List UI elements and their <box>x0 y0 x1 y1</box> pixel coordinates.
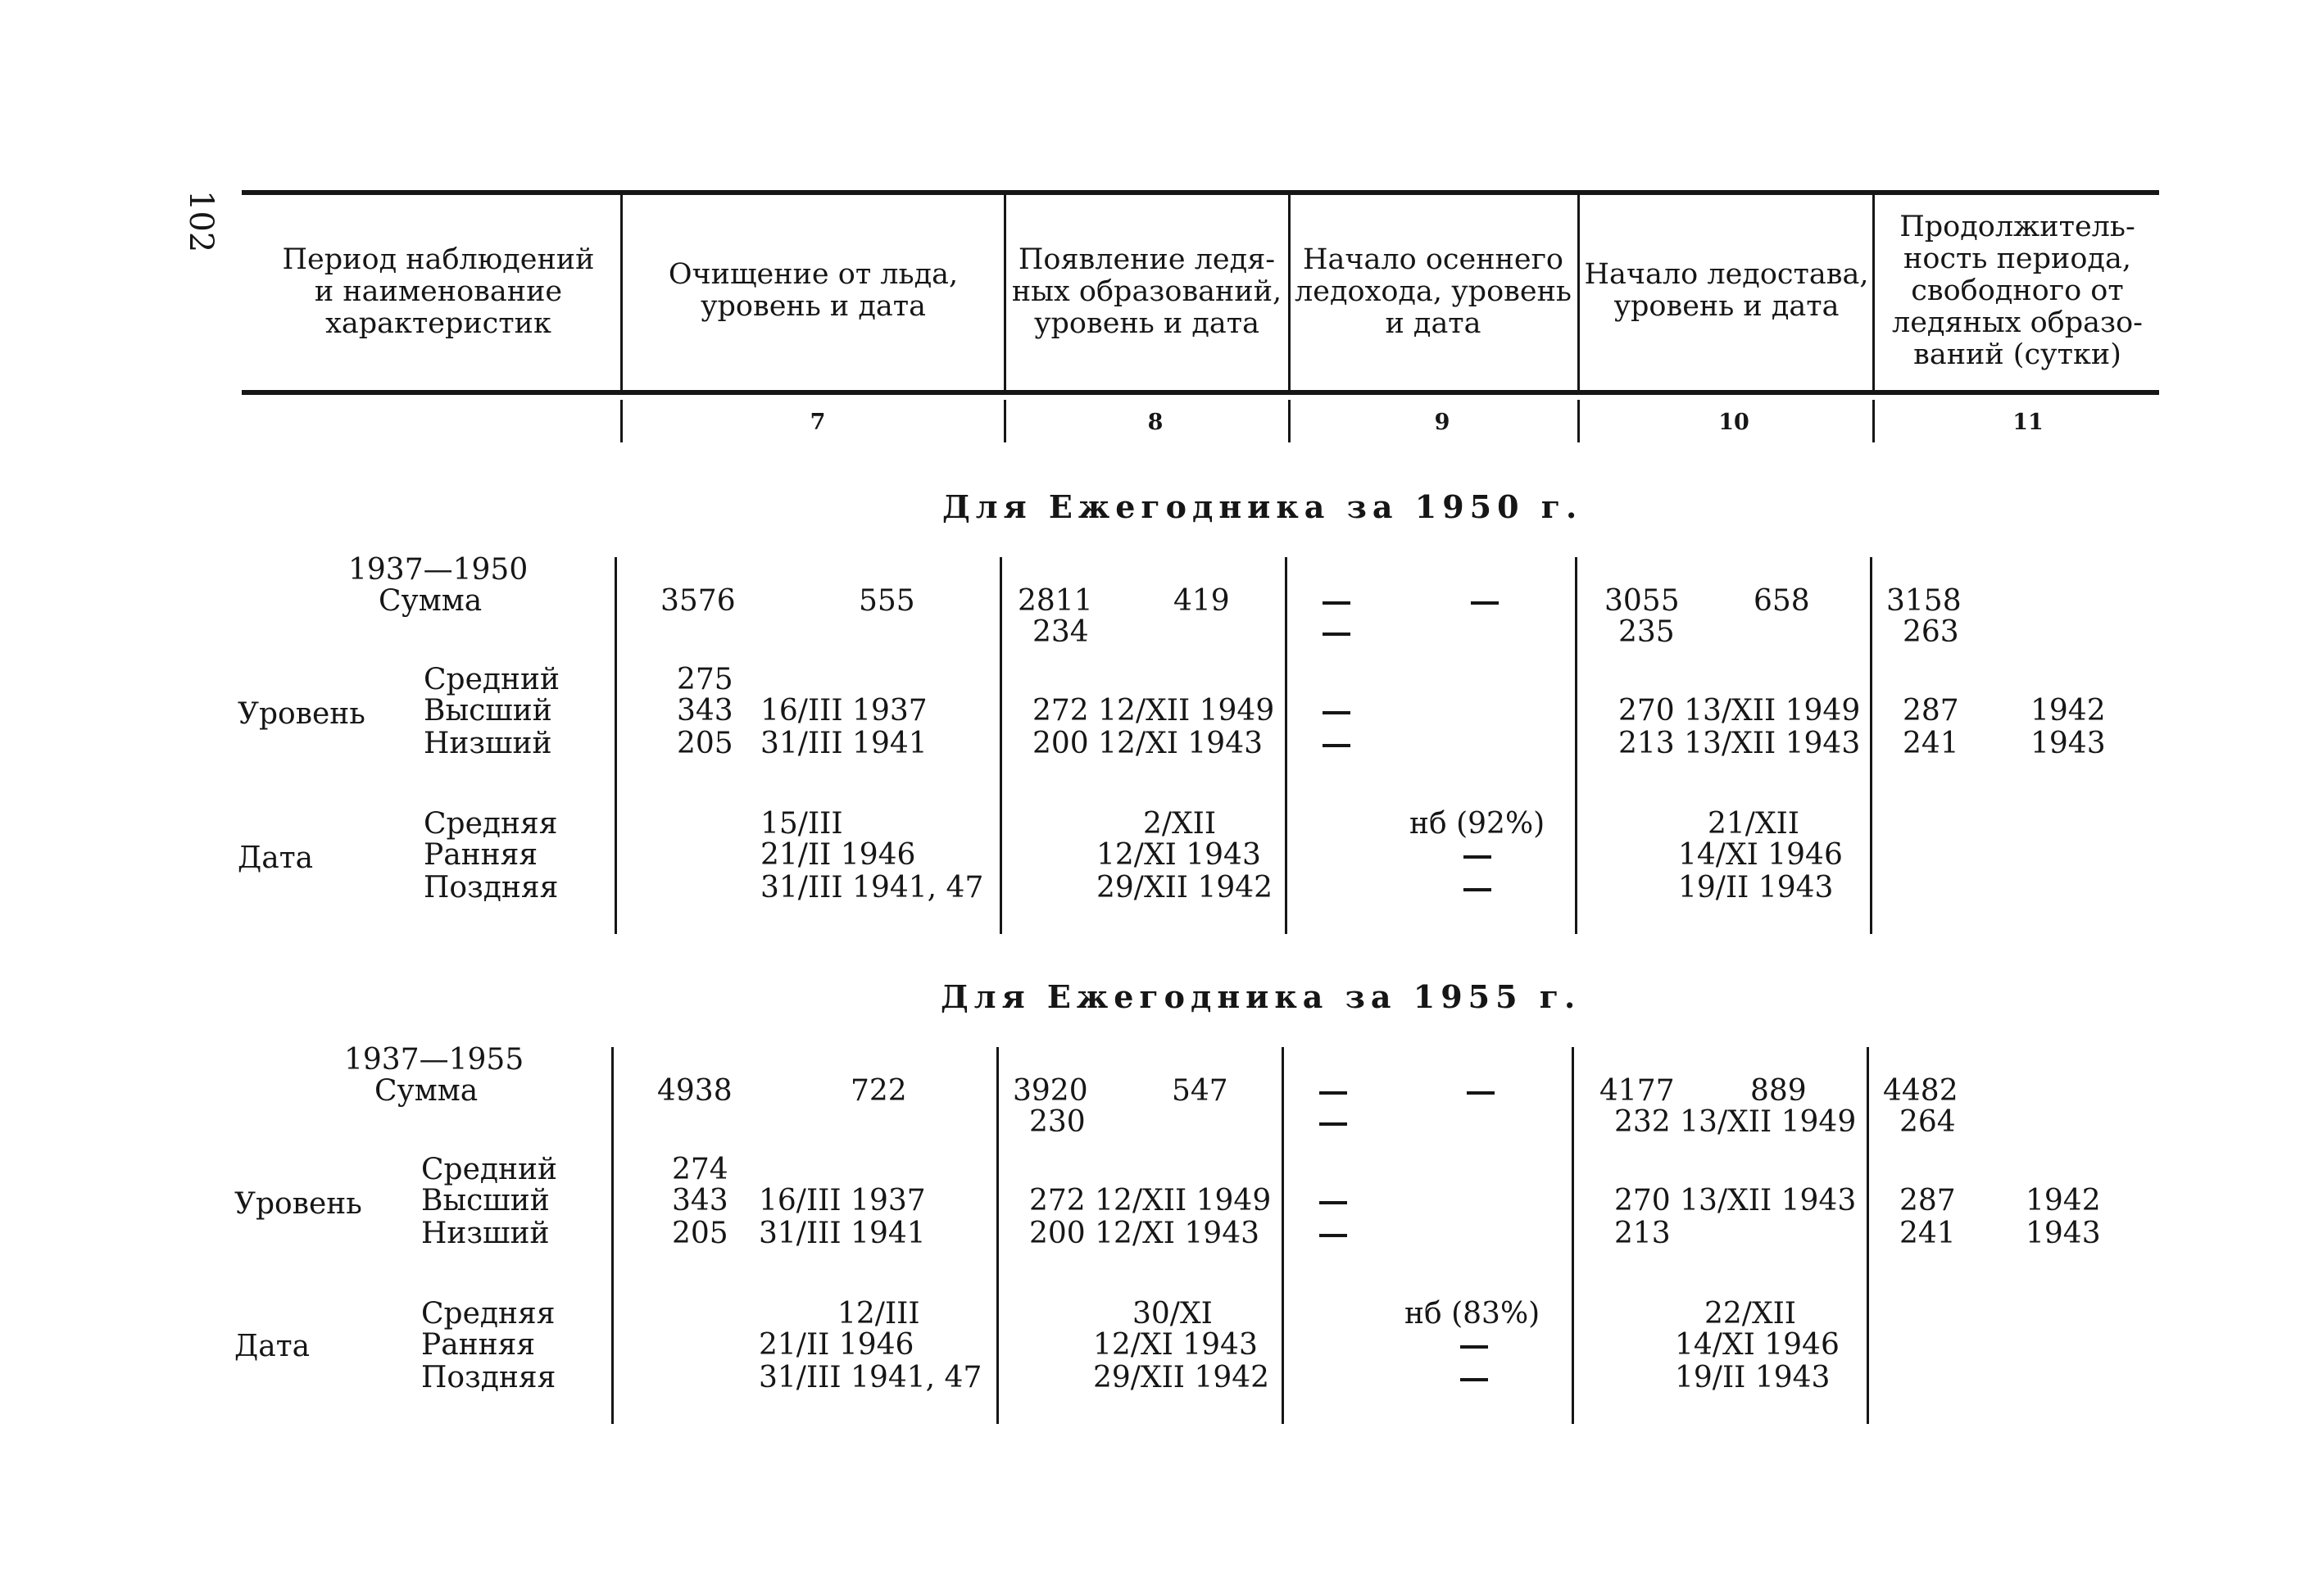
c9-dash <box>1323 601 1350 605</box>
early-label: Ранняя <box>421 1328 536 1362</box>
header-divider <box>1288 195 1291 390</box>
header-divider <box>1577 195 1580 390</box>
early-label: Ранняя <box>424 838 538 872</box>
c7-low-date: 31/III 1941 <box>759 1217 926 1250</box>
c9-dash <box>1319 1122 1347 1126</box>
sum-label: Сумма <box>374 1074 479 1108</box>
num-divider <box>620 400 623 442</box>
c9-dash <box>1319 1091 1347 1095</box>
c7-date-mean: 15/III <box>760 807 843 841</box>
c7-sum: 3576 <box>660 584 736 618</box>
body-divider <box>611 1047 614 1424</box>
c10-high: 270 13/XII 1943 <box>1614 1184 1857 1217</box>
c9-date-mean: нб (92%) <box>1409 807 1545 841</box>
c10-date-mean: 22/XII <box>1704 1297 1797 1331</box>
header-col11: Продолжитель- ность периода, свободного от ледяных образо- ваний (сутки) <box>1891 211 2144 371</box>
mean-level-label: Средний <box>421 1153 558 1186</box>
body-divider <box>1572 1047 1574 1424</box>
date-label: Дата <box>234 1330 311 1363</box>
num-divider <box>1872 400 1875 442</box>
body-divider <box>1575 557 1577 934</box>
c8-sum: 2811 <box>1018 584 1093 618</box>
c9-date-mean: нб (83%) <box>1404 1297 1540 1331</box>
body-divider <box>1282 1047 1284 1424</box>
column-number: 9 <box>1434 410 1450 435</box>
c8-sum2: 230 <box>1029 1105 1086 1139</box>
c11-sum2: 264 <box>1899 1105 1956 1139</box>
sum-label: Сумма <box>379 584 483 618</box>
c10-sum2: 232 13/XII 1949 <box>1614 1105 1857 1139</box>
header-top-rule <box>242 190 2159 195</box>
c9-dash <box>1467 1091 1495 1095</box>
c9-dash <box>1319 1201 1347 1204</box>
c9-dash <box>1323 633 1350 636</box>
c11-high-value: 287 <box>1903 694 1959 728</box>
c10-date-early: 14/XI 1946 <box>1675 1328 1840 1362</box>
c7-sum-days: 555 <box>859 584 915 618</box>
period-label: 1937—1955 <box>344 1043 524 1077</box>
c11-high-value: 287 <box>1899 1184 1956 1217</box>
c7-sum-days: 722 <box>851 1074 907 1108</box>
column-number: 11 <box>2012 410 2044 435</box>
c9-dash <box>1471 601 1499 605</box>
body-divider <box>1870 557 1872 934</box>
c8-date-mean: 2/XII <box>1143 807 1217 841</box>
c8-date-late: 29/XII 1942 <box>1093 1361 1270 1394</box>
section-title: Для Ежегодника за 1950 г. <box>942 488 1583 525</box>
c10-high: 270 13/XII 1949 <box>1618 694 1861 728</box>
high-label: Высший <box>421 1184 550 1217</box>
c7-low-date: 31/III 1941 <box>760 727 928 760</box>
header-col8: Появление ледя- ных образований, уровень и дата <box>1011 243 1282 340</box>
level-label: Уровень <box>238 697 365 731</box>
c9-dash <box>1323 711 1350 714</box>
c9-dash <box>1463 888 1491 891</box>
c7-mean: 274 <box>672 1153 728 1186</box>
body-divider <box>1867 1047 1869 1424</box>
c7-date-late: 31/III 1941, 47 <box>759 1361 982 1394</box>
column-number: 8 <box>1147 410 1164 435</box>
num-divider <box>1004 400 1006 442</box>
num-divider <box>1577 400 1580 442</box>
c7-date-mean: 12/III <box>837 1297 920 1331</box>
header-col7: Очищение от льда, уровень и дата <box>668 258 959 323</box>
c10-sum: 3055 <box>1604 584 1680 618</box>
c7-mean: 275 <box>677 663 733 696</box>
c8-date-early: 12/XI 1943 <box>1096 838 1261 872</box>
c9-dash <box>1323 744 1350 747</box>
c11-low-year: 1943 <box>2030 727 2106 760</box>
section-title: Для Ежегодника за 1955 г. <box>941 978 1581 1015</box>
period-label: 1937—1950 <box>348 553 529 587</box>
c8-high: 272 12/XII 1949 <box>1032 694 1275 728</box>
c8-sum2: 234 <box>1032 615 1089 649</box>
body-divider <box>996 1047 999 1424</box>
c11-low-value: 241 <box>1899 1217 1956 1250</box>
header-bottom-rule <box>242 390 2159 395</box>
c8-low: 200 12/XI 1943 <box>1029 1217 1260 1250</box>
c8-sum: 3920 <box>1013 1074 1088 1108</box>
c7-date-late: 31/III 1941, 47 <box>760 871 984 905</box>
c10-sum-days: 658 <box>1754 584 1810 618</box>
c10-date-late: 19/II 1943 <box>1675 1361 1831 1394</box>
c10-low: 213 13/XII 1943 <box>1618 727 1861 760</box>
c10-sum: 4177 <box>1599 1074 1675 1108</box>
c9-dash <box>1460 1345 1488 1349</box>
c11-high-year: 1942 <box>2026 1184 2101 1217</box>
column-number: 10 <box>1718 410 1749 435</box>
late-label: Поздняя <box>424 871 559 905</box>
level-label: Уровень <box>234 1187 362 1221</box>
late-label: Поздняя <box>421 1361 556 1394</box>
mean-date-label: Средняя <box>424 807 558 841</box>
c8-sum-days: 419 <box>1173 584 1230 618</box>
low-label: Низший <box>421 1217 550 1250</box>
c11-low-year: 1943 <box>2026 1217 2101 1250</box>
c7-low-value: 205 <box>672 1217 728 1250</box>
c7-sum: 4938 <box>657 1074 733 1108</box>
header-period: Период наблюдений и наименование характеристик <box>282 243 595 340</box>
body-divider <box>1285 557 1287 934</box>
body-divider <box>1000 557 1002 934</box>
c10-date-mean: 21/XII <box>1708 807 1800 841</box>
c10-date-early: 14/XI 1946 <box>1678 838 1843 872</box>
c7-high-value: 343 <box>677 694 733 728</box>
c7-high-date: 16/III 1937 <box>759 1184 926 1217</box>
header-divider <box>620 195 623 390</box>
body-divider <box>615 557 617 934</box>
header-divider <box>1872 195 1875 390</box>
num-divider <box>1288 400 1291 442</box>
c7-low-value: 205 <box>677 727 733 760</box>
c8-date-late: 29/XII 1942 <box>1096 871 1273 905</box>
date-label: Дата <box>238 841 314 875</box>
c7-high-date: 16/III 1937 <box>760 694 928 728</box>
c9-dash <box>1319 1234 1347 1237</box>
c8-high: 272 12/XII 1949 <box>1029 1184 1272 1217</box>
c7-high-value: 343 <box>672 1184 728 1217</box>
column-number: 7 <box>810 410 826 435</box>
c8-date-mean: 30/XI <box>1132 1297 1213 1331</box>
c9-dash <box>1460 1378 1488 1381</box>
c7-date-early: 21/II 1946 <box>759 1328 914 1362</box>
c9-dash <box>1463 855 1491 859</box>
c11-sum: 3158 <box>1886 584 1962 618</box>
c11-sum2: 263 <box>1903 615 1959 649</box>
c10-sum2: 235 <box>1618 615 1675 649</box>
c11-sum: 4482 <box>1883 1074 1958 1108</box>
c7-date-early: 21/II 1946 <box>760 838 916 872</box>
low-label: Низший <box>424 727 552 760</box>
c8-date-early: 12/XI 1943 <box>1093 1328 1258 1362</box>
c10-low: 213 <box>1614 1217 1671 1250</box>
header-col9: Начало осеннего ледохода, уровень и дата <box>1295 243 1572 340</box>
high-label: Высший <box>424 694 552 728</box>
mean-date-label: Средняя <box>421 1297 556 1331</box>
c10-date-late: 19/II 1943 <box>1678 871 1834 905</box>
header-divider <box>1004 195 1006 390</box>
c10-sum-days: 889 <box>1750 1074 1807 1108</box>
header-col10: Начало ледостава, уровень и дата <box>1584 258 1869 323</box>
c8-sum-days: 547 <box>1172 1074 1228 1108</box>
c8-low: 200 12/XI 1943 <box>1032 727 1264 760</box>
c11-high-year: 1942 <box>2030 694 2106 728</box>
page-number: 102 <box>182 190 220 253</box>
c11-low-value: 241 <box>1903 727 1959 760</box>
mean-level-label: Средний <box>424 663 560 696</box>
